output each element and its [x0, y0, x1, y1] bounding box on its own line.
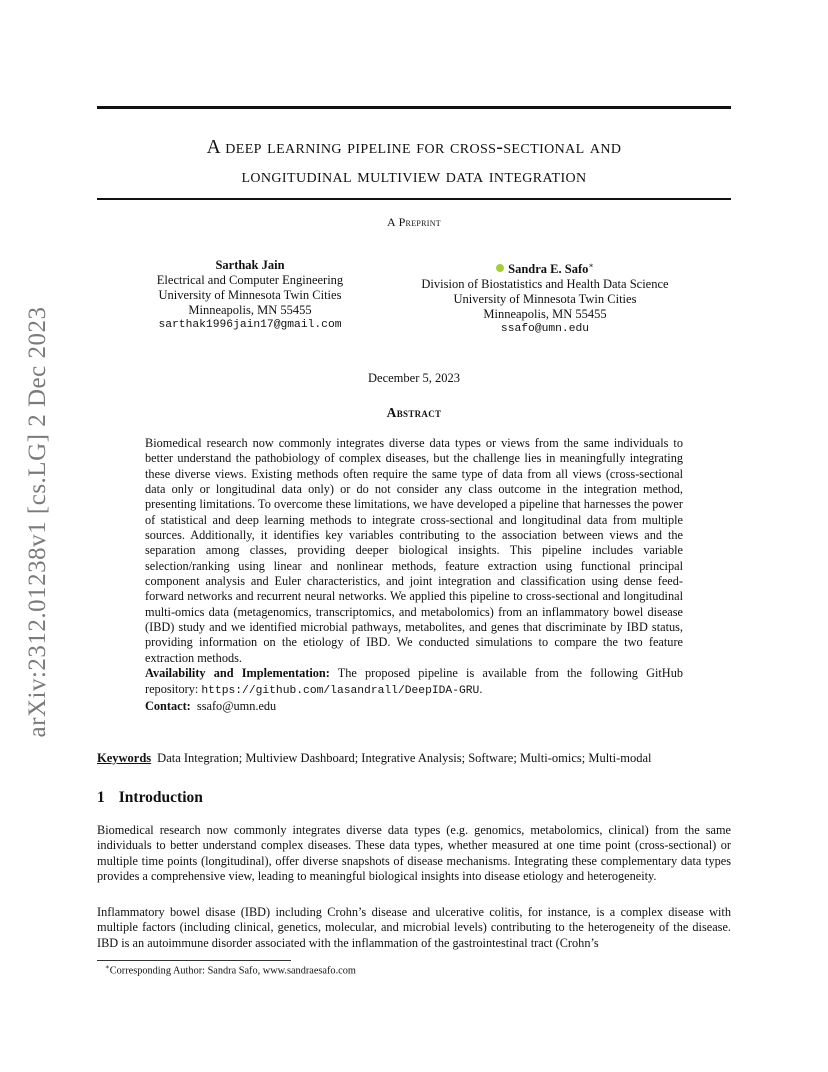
author-location: Minneapolis, MN 55455 — [188, 303, 312, 317]
footnote — [97, 963, 356, 976]
abstract-body — [145, 436, 683, 714]
footnote-rule — [97, 960, 291, 961]
author-name: Sandra E. Safo — [508, 262, 589, 277]
title-line-1: A deep learning pipeline for cross-sectional and — [206, 137, 622, 158]
availability-end: . — [479, 681, 483, 696]
author-institution: University of Minnesota Twin Cities — [453, 292, 637, 307]
intro-paragraph-2 — [97, 905, 731, 951]
author-footnote-marker: ∗ — [588, 261, 594, 270]
paper-title — [97, 133, 731, 191]
abstract-heading: Abstract — [386, 405, 442, 420]
title-bottom-rule — [97, 198, 731, 200]
title-line-2: longitudinal multiview data integration — [241, 166, 587, 187]
section-heading — [97, 789, 203, 807]
author-name: Sarthak Jain — [215, 258, 285, 272]
footnote-text: Corresponding Author: Sandra Safo, www.sandraesafo.com — [109, 965, 356, 977]
author-location: Minneapolis, MN 55455 — [483, 307, 607, 322]
keywords-label: Keywords — [97, 751, 152, 765]
author-affiliation: Electrical and Computer Engineering — [156, 273, 344, 287]
preprint-label: A Preprint — [386, 215, 441, 229]
github-link[interactable]: https://github.com/lasandrall/DeepIDA-GRU — [201, 684, 480, 697]
paragraph-text: Inflammatory bowel disase (IBD) including Crohn’s disease and ulcerative colitis, for instance, is a complex disease with multiple factors (including clinical, genetics, molecular, and microbial levels) contributing to the heterogeneity of the disease. IBD is an autoimmune disorder associated with the inflammation of the gastrointestinal tract (Crohn’s — [97, 905, 731, 950]
author-block-2 — [400, 258, 690, 337]
author-institution: University of Minnesota Twin Cities — [158, 288, 342, 302]
arxiv-identifier: arXiv:2312.01238v1 [cs.LG] 2 Dec 2023 — [24, 306, 51, 738]
section-number: 1 — [97, 789, 105, 806]
author-block-1 — [130, 258, 370, 333]
contact-line — [145, 699, 683, 714]
intro-paragraph-1 — [97, 823, 731, 884]
author-affiliation: Division of Biostatistics and Health Data Science — [421, 277, 669, 292]
contact-label: Contact: — [145, 698, 191, 713]
abstract-text: Biomedical research now commonly integrates diverse data types or views from the same individuals to better understand the pathobiology of complex diseases, but the challenge lies in meaningfully integrating these diverse views. Existing methods often require the same type of data from all views (cross-sectional data only or longitudinal data only) or do not consider any class outcome in the integration method, presenting limitations. To overcome these limitations, we have developed a pipeline that harnesses the power of statistical and deep learning methods to integrate cross-sectional and longitudinal data from multiple sources. Additionally, it identifies key variables contributing to the association between views and the separation among classes, providing deeper biological insights. This pipeline includes variable selection/ranking using linear and nonlinear methods, feature extraction using functional principal component analysis and Euler characteristics, and joint integration and classification using dense feed-forward networks and recurrent neural networks. We applied this pipeline to cross-sectional and longitudinal multi-omics data (metagenomics, transcriptomics, and metabolomics) from an inflammatory bowel disease (IBD) study and we identified microbial pathways, metabolites, and genes that discriminate by IBD status, providing information on the etiology of IBD. We conducted simulations to compare the two feature extraction methods. — [145, 436, 683, 665]
author-email[interactable]: ssafo@umn.edu — [500, 323, 590, 336]
keywords-line — [97, 751, 737, 766]
paper-date: December 5, 2023 — [368, 371, 460, 385]
availability-label: Availability and Implementation: — [145, 666, 330, 681]
availability-text: The proposed pipeline is available from the following GitHub repository: — [145, 666, 683, 696]
author-email[interactable]: sarthak1996jain17@gmail.com — [158, 319, 342, 331]
orcid-icon[interactable] — [496, 264, 504, 272]
author-name-row — [400, 258, 690, 277]
contact-email[interactable]: ssafo@umn.edu — [196, 698, 277, 713]
keywords-text: Data Integration; Multiview Dashboard; Integrative Analysis; Software; Multi-omics; Multi-modal — [157, 751, 652, 765]
section-title: Introduction — [118, 789, 203, 806]
title-top-rule — [97, 106, 731, 109]
paragraph-text: Biomedical research now commonly integrates diverse data types (e.g. genomics, metabolomics, clinical) from the same individuals to better understand complex diseases. These data types, whether measured at one time point (cross-sectional) or multiple time points (longitudinal), offer diverse snapshots of disease mechanisms. Integrating these complementary data types provides a comprehensive view, leading to meaningful biological insights into disease etiology and heterogeneity. — [97, 823, 731, 884]
availability-line — [145, 666, 683, 699]
footnote-marker: ∗ — [105, 963, 110, 971]
